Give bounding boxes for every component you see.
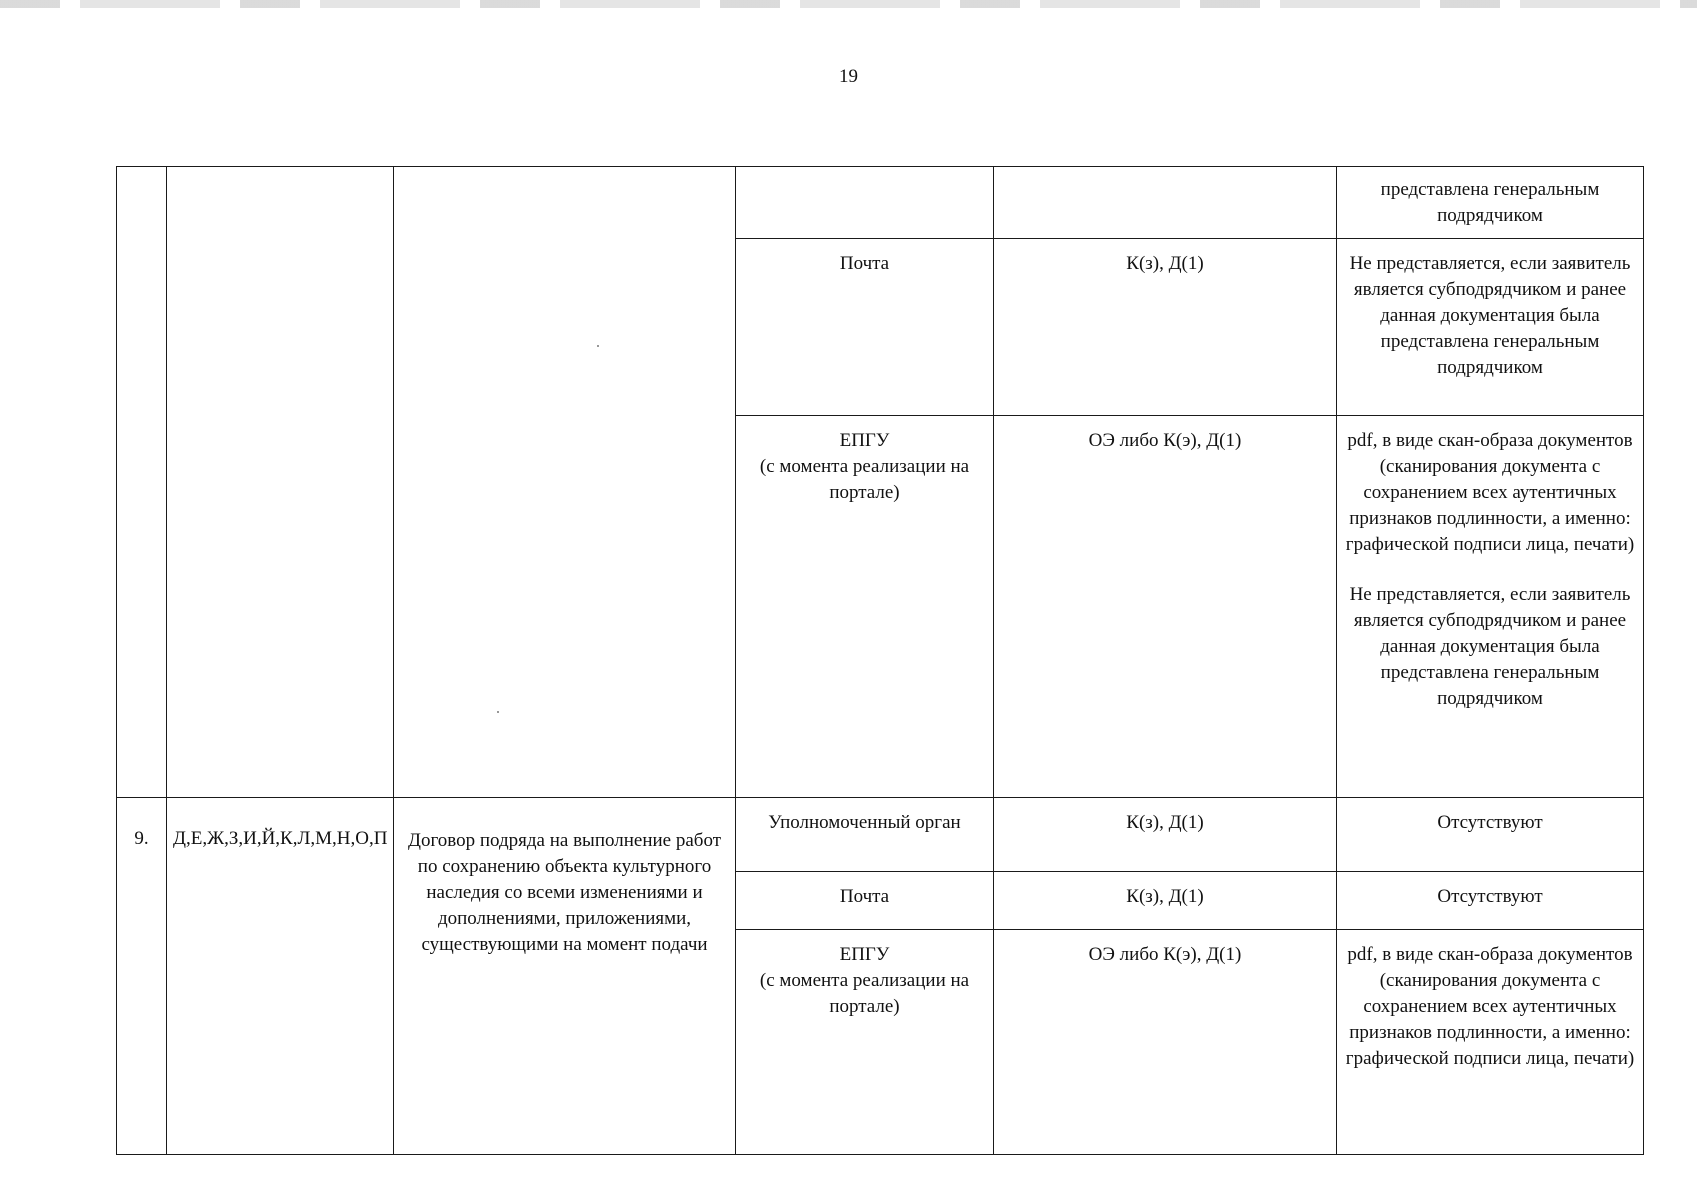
scan-speck — [597, 345, 599, 347]
form-cell — [994, 872, 1337, 930]
form-text: К(з), Д(1) — [1126, 886, 1204, 907]
note-cell — [1337, 416, 1644, 798]
method-text: Почта — [839, 253, 890, 274]
table-row — [117, 167, 1644, 239]
row-number: 9. — [134, 828, 149, 849]
note-cell — [1337, 930, 1644, 1155]
form-text: К(з), Д(1) — [1126, 812, 1204, 833]
form-cell — [994, 167, 1337, 239]
note-cell — [1337, 239, 1644, 416]
method-text: ЕПГУ (с момента реализации на портале) — [759, 430, 970, 503]
note-text: Отсутствуют — [1437, 886, 1543, 907]
letters-cell — [167, 798, 394, 1155]
method-cell — [736, 930, 994, 1155]
note-cell — [1337, 872, 1644, 930]
document-cell — [394, 167, 736, 798]
number-cell — [117, 798, 167, 1155]
note-text: pdf, в виде скан-образа документов (сканирования документа с сохранением всех аутентичных признаков подлинности, а именно: графической подписи лица, печати) — [1345, 430, 1635, 555]
form-cell — [994, 416, 1337, 798]
form-text: К(з), Д(1) — [1126, 253, 1204, 274]
document-text: Договор подряда на выполнение работ по сохранению объекта культурного наследия со всеми изменениями и дополнениями, приложениями, существующими на момент подачи — [407, 830, 721, 955]
note-text: pdf, в виде скан-образа документов (сканирования документа с сохранением всех аутентичных признаков подлинности, а именно: графической подписи лица, печати) — [1345, 944, 1635, 1069]
note-text: представлена генеральным подрядчиком — [1380, 179, 1600, 226]
page-number: 19 — [839, 66, 858, 87]
method-cell — [736, 798, 994, 872]
method-cell — [736, 167, 994, 239]
requirements-table — [116, 166, 1644, 1155]
note-text: Отсутствуют — [1437, 812, 1543, 833]
letters-text: Д,Е,Ж,З,И,Й,К,Л,М,Н,О,П — [173, 828, 388, 849]
note-cell — [1337, 798, 1644, 872]
note-text: Не представляется, если заявитель является субподрядчиком и ранее данная документация была представлена генеральным подрядчиком — [1349, 253, 1631, 378]
scan-edge-artifact — [0, 0, 1697, 8]
table-row — [117, 798, 1644, 872]
form-cell — [994, 930, 1337, 1155]
note-text: Не представляется, если заявитель является субподрядчиком и ранее данная документация была представлена генеральным подрядчиком — [1349, 584, 1631, 709]
method-cell — [736, 416, 994, 798]
form-text: ОЭ либо К(э), Д(1) — [1088, 944, 1242, 965]
document-cell — [394, 798, 736, 1155]
method-cell — [736, 872, 994, 930]
scan-speck — [497, 711, 499, 713]
method-text: Почта — [839, 886, 890, 907]
method-text: ЕПГУ (с момента реализации на портале) — [759, 944, 970, 1017]
number-cell — [117, 167, 167, 798]
method-text: Уполномоченный орган — [768, 812, 961, 833]
form-text: ОЭ либо К(э), Д(1) — [1088, 430, 1242, 451]
note-cell — [1337, 167, 1644, 239]
method-cell — [736, 239, 994, 416]
form-cell — [994, 798, 1337, 872]
form-cell — [994, 239, 1337, 416]
letters-cell — [167, 167, 394, 798]
